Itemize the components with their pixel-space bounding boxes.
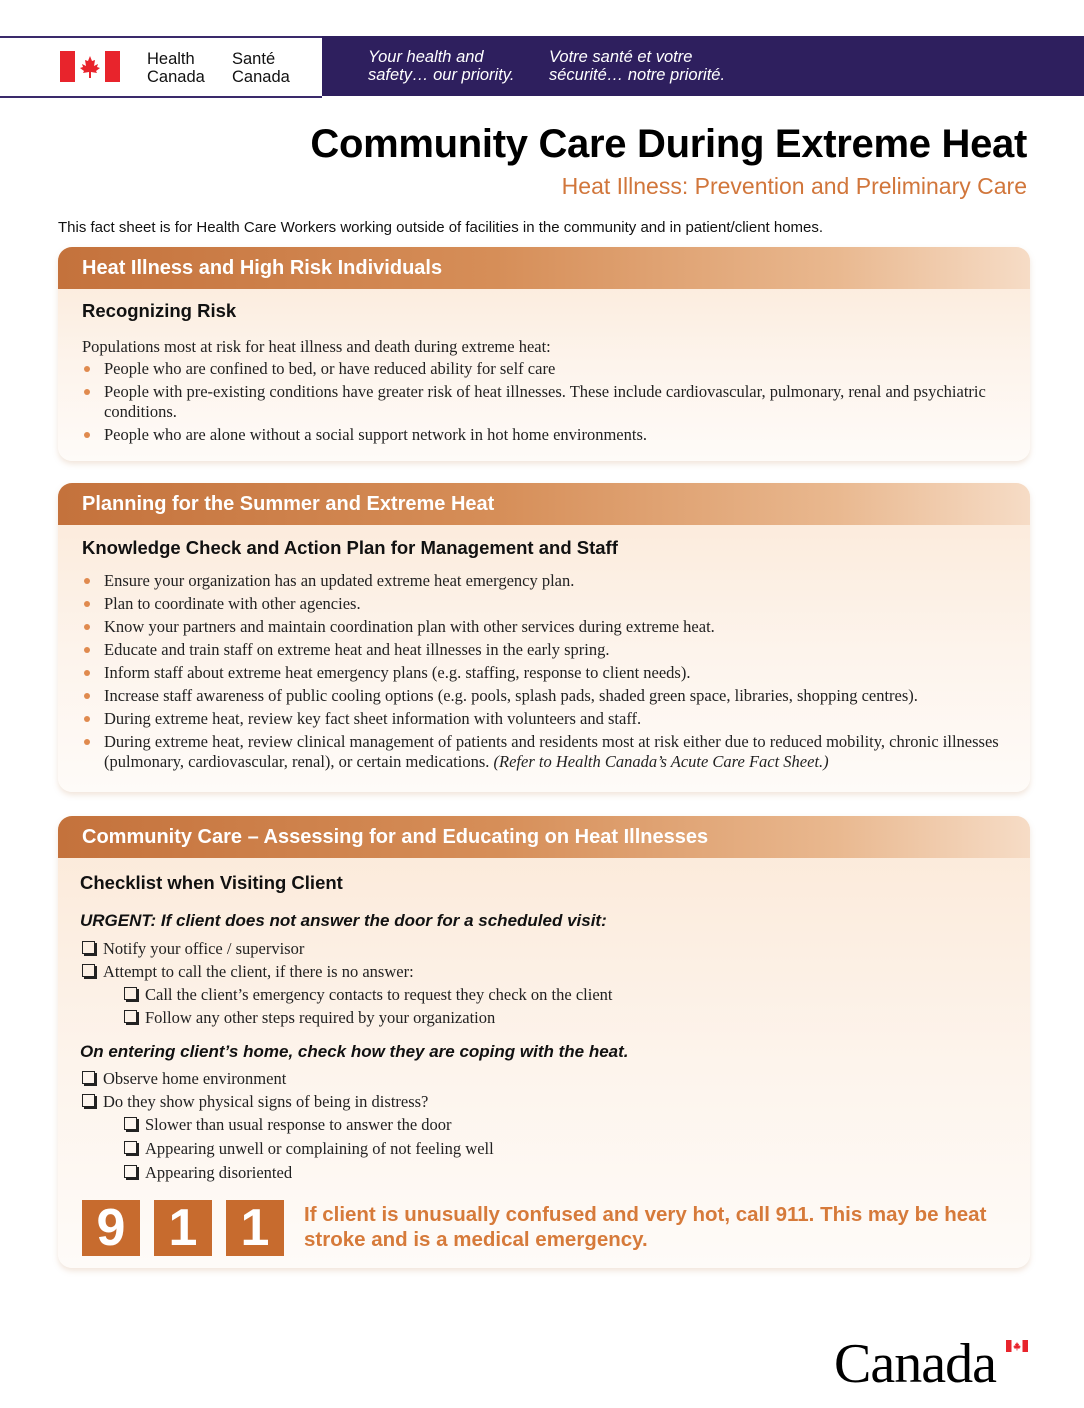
digit-1-tile: 1 [226, 1200, 284, 1256]
checklist-item-label: Do they show physical signs of being in distress? [103, 1092, 429, 1111]
list-item: People with pre-existing conditions have greater risk of heat illnesses. These include cardiovascular, pulmonary, renal and psychiatric conditions. [82, 382, 1006, 422]
motto-en-line2: safety… our priority. [368, 66, 515, 84]
checklist-subitem [124, 1113, 452, 1136]
list-item: People who are confined to bed, or have reduced ability for self care [82, 359, 1006, 379]
checkbox-icon [124, 1117, 137, 1130]
dept-en-line1: Health [147, 50, 195, 68]
checklist-subitem [124, 983, 613, 1006]
motto-en-line1: Your health and [368, 48, 484, 66]
checklist-subitem [124, 1006, 495, 1029]
digit-9-tile: 9 [82, 1200, 140, 1256]
list-item: During extreme heat, review key fact sheet information with volunteers and staff. [82, 709, 1006, 729]
list-item: People who are alone without a social support network in hot home environments. [82, 425, 1006, 445]
checklist-item [82, 1067, 286, 1090]
motto-en [368, 48, 514, 84]
section-planning [58, 483, 1030, 792]
section-header: Community Care – Assessing for and Educating on Heat Illnesses [58, 816, 1030, 858]
dept-en-line2: Canada [147, 68, 205, 86]
checkbox-icon [124, 1165, 137, 1178]
checklist-item [82, 937, 304, 960]
section-subheading: Checklist when Visiting Client [80, 872, 343, 893]
list-item [82, 732, 1006, 772]
section-high-risk [58, 247, 1030, 461]
department-name-en [147, 50, 205, 86]
list-item: Inform staff about extreme heat emergency plans (e.g. staffing, response to client needs). [82, 663, 1006, 683]
entering-heading: On entering client’s home, check how they are coping with the heat. [80, 1042, 629, 1061]
checkbox-icon [82, 964, 95, 977]
checklist-item-label: Slower than usual response to answer the door [145, 1115, 452, 1134]
dept-fr-line2: Canada [232, 68, 290, 86]
risk-list [82, 359, 1006, 448]
checklist-item-label: Call the client’s emergency contacts to request they check on the client [145, 985, 613, 1004]
canada-wordmark: Canada [834, 1333, 996, 1395]
list-item: Increase staff awareness of public cooling options (e.g. pools, splash pads, shaded green space, libraries, shopping centres). [82, 686, 1006, 706]
list-item: Plan to coordinate with other agencies. [82, 594, 1006, 614]
page-subtitle: Heat Illness: Prevention and Preliminary Care [561, 173, 1027, 199]
department-signature [0, 36, 322, 98]
digit-1-tile: 1 [154, 1200, 212, 1256]
list-item: Ensure your organization has an updated extreme heat emergency plan. [82, 571, 1006, 591]
section-header: Planning for the Summer and Extreme Heat [58, 483, 1030, 525]
checklist-item-label: Appearing disoriented [145, 1163, 293, 1182]
checklist-item-label: Appearing unwell or complaining of not feeling well [145, 1139, 494, 1158]
checklist-item-label: Notify your office / supervisor [103, 939, 305, 958]
motto-fr-line2: sécurité… notre priorité. [549, 66, 726, 84]
checklist-item-label: Attempt to call the client, if there is no answer: [103, 962, 414, 981]
checkbox-icon [82, 941, 95, 954]
checklist-subitem [124, 1161, 292, 1184]
checklist-subitem [124, 1137, 494, 1160]
action-plan-list [82, 571, 1006, 775]
checkbox-icon [82, 1094, 95, 1107]
header-bar [0, 36, 1084, 96]
motto-fr-line1: Votre santé et votre [549, 48, 693, 66]
section-subheading: Knowledge Check and Action Plan for Management and Staff [82, 537, 618, 558]
motto-banner [322, 36, 1084, 96]
checkbox-icon [124, 1141, 137, 1154]
checkbox-icon [124, 1010, 137, 1023]
urgent-heading: URGENT: If client does not answer the door for a scheduled visit: [80, 911, 607, 930]
canada-flag-icon [60, 51, 120, 82]
dept-fr-line1: Santé [232, 50, 276, 68]
intro-text: This fact sheet is for Health Care Workers working outside of facilities in the community and in patient/client homes. [58, 219, 824, 236]
page-title: Community Care During Extreme Heat [310, 122, 1027, 166]
emergency-alert: If client is unusually confused and very hot, call 911. This may be heat stroke and is a medical emergency. [304, 1203, 987, 1251]
section-subheading: Recognizing Risk [82, 300, 237, 321]
checklist-item-label: Follow any other steps required by your organization [145, 1008, 496, 1027]
section-header: Heat Illness and High Risk Individuals [58, 247, 1030, 289]
list-item: Educate and train staff on extreme heat and heat illnesses in the early spring. [82, 640, 1006, 660]
checkbox-icon [82, 1071, 95, 1084]
checklist-item [82, 1090, 428, 1113]
checklist-item [82, 960, 414, 983]
wordmark-flag-icon [1006, 1340, 1028, 1352]
list-item-text: During extreme heat, review clinical management of patients and residents most at risk either due to reduced mobility, chronic illnesses (pulmonary, cardiovascular, renal), or certain medications. [104, 732, 999, 771]
checklist-item-label: Observe home environment [103, 1069, 287, 1088]
risk-lead: Populations most at risk for heat illness and death during extreme heat: [82, 337, 551, 356]
checkbox-icon [124, 987, 137, 1000]
acute-care-reference: (Refer to Health Canada’s Acute Care Fact Sheet.) [493, 752, 829, 771]
department-name-fr [232, 50, 290, 86]
list-item: Know your partners and maintain coordination plan with other services during extreme heat. [82, 617, 1006, 637]
motto-fr [549, 48, 725, 84]
